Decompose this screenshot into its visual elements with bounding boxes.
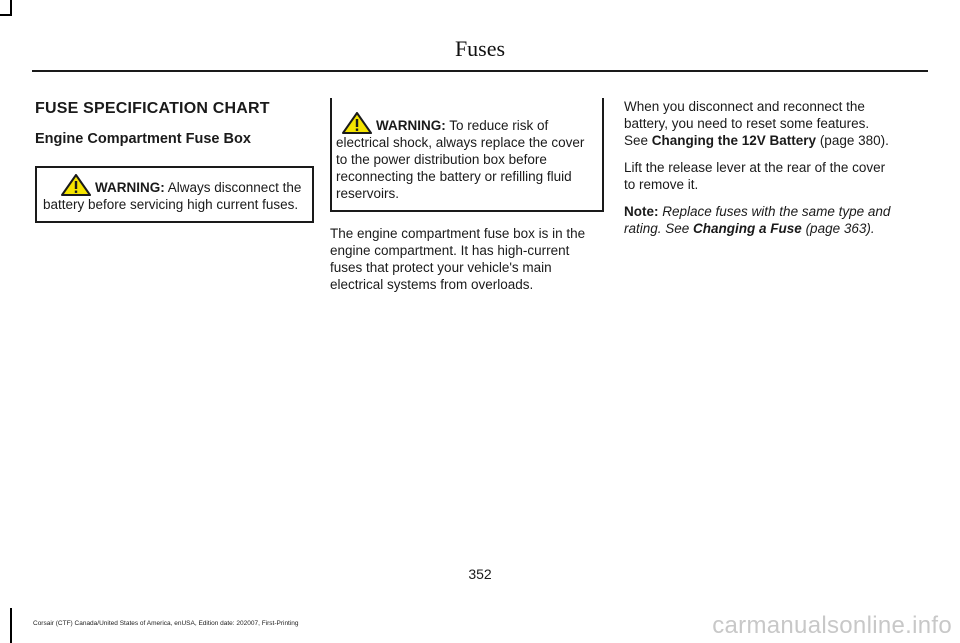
section-title: FUSE SPECIFICATION CHART: [35, 100, 270, 117]
warning-label: WARNING:: [376, 118, 446, 133]
battery-link[interactable]: Changing the 12V Battery: [651, 133, 817, 148]
page-header-title: Fuses: [454, 36, 506, 61]
battery-page-ref: (page 380).: [816, 133, 889, 148]
battery-paragraph: [624, 98, 896, 149]
battery-paragraph-text: When you disconnect and reconnect the battery, you need to reset some features. See: [624, 99, 870, 148]
body-paragraph: The engine compartment fuse box is in the engine compartment. It has high-current fuses that protect your vehicle's main electrical systems from overloads.: [330, 226, 586, 292]
warning-text: To reduce risk of electrical shock, always replace the cover to the power distribution box before reconnecting the battery or refilling fluid reservoirs.: [336, 118, 585, 201]
watermark: carmanualsonline.info: [712, 612, 952, 639]
fuse-page-ref: (page 363).: [801, 221, 875, 236]
middle-column: [330, 98, 600, 303]
warning-box: [330, 98, 604, 212]
warning-text: Always disconnect the battery before servicing high current fuses.: [43, 180, 302, 212]
footer-edition-text: Corsair (CTF) Canada/United States of America, enUSA, Edition date: 202007, First-Printing: [33, 620, 299, 627]
crop-mark-bottom-left-v: [10, 608, 12, 643]
warning-triangle-icon: [61, 174, 91, 196]
warning-label: WARNING:: [95, 180, 165, 195]
note-paragraph: [624, 203, 896, 237]
page-number: 352: [468, 566, 492, 582]
warning-box: [35, 166, 314, 223]
note-label: Note:: [624, 204, 659, 219]
right-column: [624, 98, 896, 247]
left-column: [35, 98, 305, 223]
header-divider: [32, 70, 928, 72]
crop-mark-top-left-h: [0, 14, 12, 16]
warning-triangle-icon: [342, 112, 372, 134]
sub-title: Engine Compartment Fuse Box: [35, 131, 251, 147]
note-text: Replace fuses with the same type and rating. See: [624, 204, 891, 236]
fuse-link[interactable]: Changing a Fuse: [693, 221, 802, 236]
lever-paragraph: Lift the release lever at the rear of the cover to remove it.: [624, 160, 886, 192]
